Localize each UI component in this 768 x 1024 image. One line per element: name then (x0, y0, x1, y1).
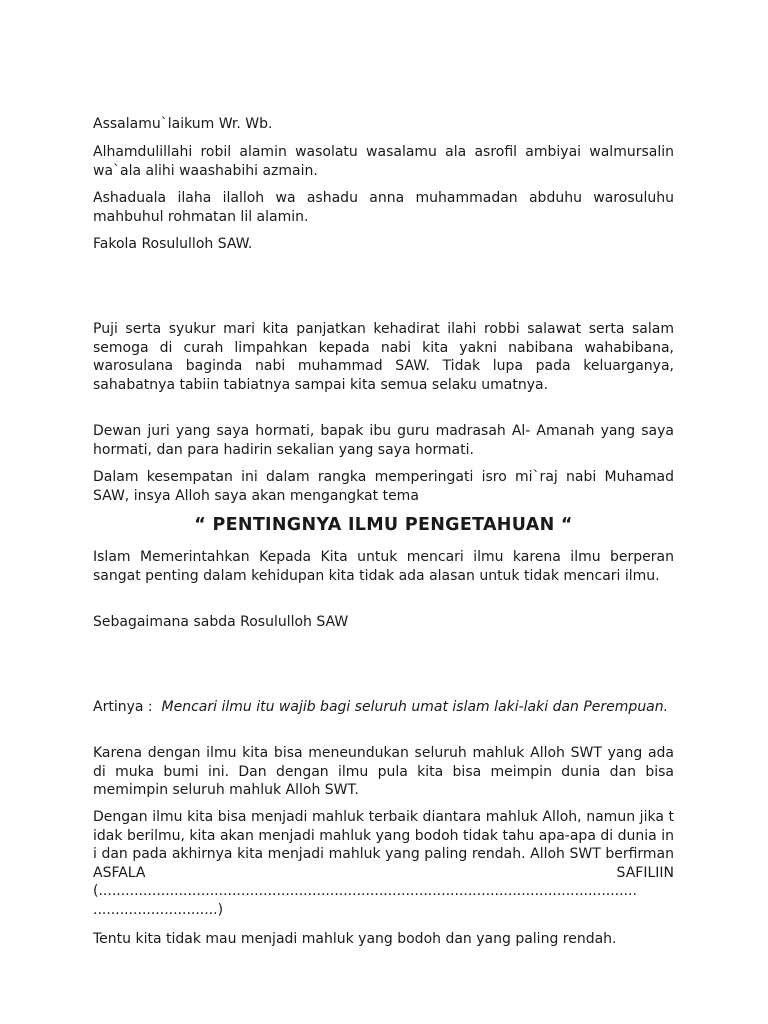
hamdalah-paragraph: Alhamdulillahi robil alamin wasolatu wasalamu ala asrofil ambiyai walmursalin wa`ala alihi waashabihi azmain. (93, 144, 674, 179)
artinya-label: Artinya : (93, 699, 153, 715)
greeting: Assalamu`laikum Wr. Wb. (93, 116, 273, 132)
dewan-juri-paragraph: Dewan juri yang saya hormati, bapak ibu guru madrasah Al- Amanah yang saya hormati, dan para hadirin sekalian yang saya hormati. (93, 423, 674, 458)
syahadat-paragraph: Ashaduala ilaha ilalloh wa ashadu anna muhammadan abduhu warosuluhu mahbuhul rohmatan lil alamin. (93, 190, 674, 225)
dengan-ilmu-paragraph (93, 808, 674, 920)
kesempatan-paragraph: Dalam kesempatan ini dalam rangka memperingati isro mi`raj nabi Muhamad SAW, insya Alloh saya akan mengangkat tema (93, 469, 674, 504)
karena-paragraph: Karena dengan ilmu kita bisa meneundukan seluruh mahluk Alloh SWT yang ada di muka bumi ini. Dan dengan ilmu pula kita bisa meimpin dunia dan bisa memimpin seluruh mahluk Alloh SWT. (93, 745, 674, 799)
puji-paragraph: Puji serta syukur mari kita panjatkan kehadirat ilahi robbi salawat serta salam semoga di curah limpahkan kepada nabi kita yakni nabibana wahabibana, warosulana baginda nabi muhammad SAW. Tidak lupa pada keluarganya, sahabatnya tabiin tabiatnya sampai kita semua selaku umatnya. (93, 321, 674, 393)
artinya-paragraph (93, 698, 674, 717)
islam-paragraph: Islam Memerintahkan Kepada Kita untuk mencari ilmu karena ilmu berperan sangat penting dalam kehidupan kita tidak ada alasan untuk tidak mencari ilmu. (93, 549, 674, 584)
speech-title: “ PENTINGNYA ILMU PENGETAHUAN “ (194, 515, 573, 535)
fakola-line: Fakola Rosululloh SAW. (93, 236, 253, 252)
sabda-line: Sebagaimana sabda Rosululloh SAW (93, 614, 349, 630)
artinya-translation: Mencari ilmu itu wajib bagi seluruh umat islam laki-laki dan Perempuan. (161, 699, 669, 715)
dengan-ilmu-dots: ............................) (93, 901, 224, 918)
dengan-ilmu-text: Dengan ilmu kita bisa menjadi mahluk terbaik diantara mahluk Alloh, namun jika tidak berilmu, kita akan menjadi mahluk yang bodoh tidak tahu apa-apa di dunia ini dan pada akhirnya kita menjadi mahluk yang paling rendah. Alloh SWT berfirman ASFALA SAFILIIN (......................................................................................................................... (93, 809, 674, 900)
tentu-paragraph: Tentu kita tidak mau menjadi mahluk yang bodoh dan yang paling rendah. (93, 931, 617, 947)
